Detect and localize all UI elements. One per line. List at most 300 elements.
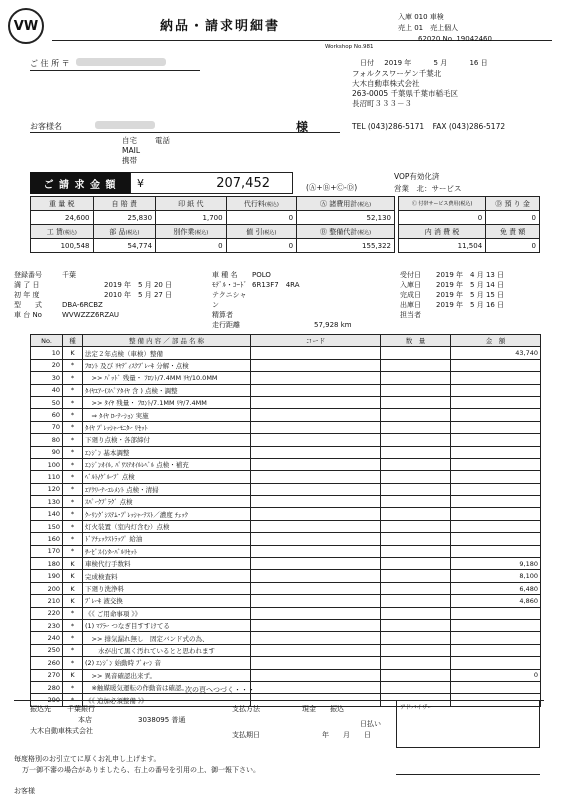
table-row — [31, 533, 541, 545]
payment-cash: 現金 — [302, 705, 316, 713]
line-amount — [451, 471, 541, 483]
line-amount — [451, 619, 541, 631]
line-type: * — [63, 483, 83, 495]
line-type: K — [63, 570, 83, 582]
delivery-label: 出庫日 — [400, 301, 421, 309]
maintenance-total-value: 155,322 — [297, 239, 395, 253]
line-code — [251, 421, 381, 433]
line-type: * — [63, 533, 83, 545]
line-qty — [381, 446, 451, 458]
line-no: 70 — [31, 421, 63, 433]
line-type: * — [63, 471, 83, 483]
line-type: * — [63, 681, 83, 693]
settler-label: 精算者 — [212, 311, 233, 319]
line-content: >> ﾀｲﾔ 残量・ ﾌﾛﾝﾄ/7.1MM ﾘﾔ/7.4MM — [83, 396, 251, 408]
received-value: 2019 年 4 月 13 日 — [436, 271, 505, 279]
line-qty — [381, 669, 451, 681]
line-type: * — [63, 619, 83, 631]
due-date-line: 年 月 日 — [322, 731, 371, 739]
line-content: ｸｰﾘﾝｸﾞｼｽﾃﾑ･ﾌﾟﾚｯｼｬｰﾃｽﾄ／濃度 ﾁｪｯｸ — [83, 508, 251, 520]
line-amount: 4,860 — [451, 595, 541, 607]
line-no: 140 — [31, 508, 63, 520]
summary-header-cell: 印 紙 代 — [156, 197, 227, 211]
line-content: >> ﾊﾟｯﾄﾞ 残量・ ﾌﾛﾝﾄ/7.4MM ﾘﾔ/10.0MM — [83, 372, 251, 384]
payment-method-label: 支払方法 — [232, 705, 260, 713]
line-amount — [451, 508, 541, 520]
sales-type: 売上 01 売上個人 — [398, 24, 459, 32]
line-content: (2) ｴﾝｼﾞﾝ 始動時 ﾌﾞｫｰﾝ 音 — [83, 657, 251, 669]
table-row — [31, 570, 541, 582]
line-content: 《《 ご用命事項 》》 — [83, 607, 251, 619]
model-name-value: POLO — [252, 271, 271, 279]
table-row — [31, 520, 541, 532]
accessory-service-value: 0 — [399, 211, 486, 225]
line-amount — [451, 372, 541, 384]
line-qty — [381, 681, 451, 693]
line-amount — [451, 520, 541, 532]
line-code — [251, 496, 381, 508]
line-content: 車検代行手数料 — [83, 558, 251, 570]
dealer-address2: 長沼町３３３－３ — [352, 99, 412, 108]
line-amount — [451, 359, 541, 371]
line-type: * — [63, 694, 83, 706]
vehicle-left — [14, 270, 172, 320]
line-content: ｻｰﾋﾞｽｲﾝﾀｰﾊﾞﾙﾘｾｯﾄ — [83, 545, 251, 557]
deposit-header: Ⓓ 預 り 金 — [486, 197, 540, 211]
col-content: 整 備 内 容 ／ 部 品 名 称 — [83, 335, 251, 347]
line-content: (1) ﾏﾌﾗｰ つなぎ目すすけてる — [83, 619, 251, 631]
notice-line-2: 万一御不審の場合がありましたら、右上の番号を引用の上、御一報下さい。 — [22, 766, 260, 774]
line-no: 80 — [31, 434, 63, 446]
dealer-name: フォルクスワーゲン千葉北 — [352, 69, 442, 78]
line-code — [251, 657, 381, 669]
date-day: 16 日 — [469, 59, 488, 67]
table-row — [31, 619, 541, 631]
line-type: * — [63, 657, 83, 669]
line-amount — [451, 458, 541, 470]
line-type: K — [63, 669, 83, 681]
line-no: 170 — [31, 545, 63, 557]
line-code — [251, 483, 381, 495]
col-no: No. — [31, 335, 63, 347]
vin-value: WVWZZZ6RZAU — [62, 311, 120, 319]
mobile-label: 携帯 — [122, 156, 137, 165]
line-type: K — [63, 595, 83, 607]
line-code — [251, 533, 381, 545]
line-code — [251, 669, 381, 681]
line-no: 40 — [31, 384, 63, 396]
vehicle-middle — [212, 270, 352, 330]
table-row — [31, 582, 541, 594]
line-no: 260 — [31, 657, 63, 669]
extra-work-value: 0 — [156, 239, 227, 253]
line-type: K — [63, 582, 83, 594]
line-qty — [381, 582, 451, 594]
line-qty — [381, 347, 451, 359]
customer-name-row — [30, 121, 155, 132]
line-no: 10 — [31, 347, 63, 359]
customer-name-label: お客様名 — [30, 122, 62, 131]
line-type: * — [63, 372, 83, 384]
line-qty — [381, 607, 451, 619]
line-no: 200 — [31, 582, 63, 594]
date-month: 5 月 — [433, 59, 448, 67]
line-amount — [451, 409, 541, 421]
line-qty — [381, 644, 451, 656]
table-row — [31, 421, 541, 433]
line-amount — [451, 607, 541, 619]
date-year: 2019 年 — [384, 59, 412, 67]
line-content: 灯火装置（室内灯含む）点検 — [83, 520, 251, 532]
line-type: * — [63, 644, 83, 656]
line-amount: 6,480 — [451, 582, 541, 594]
line-no: 90 — [31, 446, 63, 458]
summary-header-cell: 自 賠 責 — [93, 197, 156, 211]
line-type: K — [63, 347, 83, 359]
payment-block — [232, 704, 381, 741]
bank-account: 3038095 普通 — [138, 716, 186, 724]
line-no: 190 — [31, 570, 63, 582]
vw-logo: VW — [8, 8, 44, 44]
address-redacted — [76, 58, 166, 66]
summary-header-cell: 別作業(税込) — [156, 225, 227, 239]
liability-insurance-value: 25,830 — [93, 211, 156, 225]
line-code — [251, 644, 381, 656]
summary-header-cell: Ⓐ 諸費用計(税込) — [297, 197, 395, 211]
line-qty — [381, 619, 451, 631]
line-amount: 9,180 — [451, 558, 541, 570]
line-qty — [381, 496, 451, 508]
col-amount: 金 額 — [451, 335, 541, 347]
table-row — [31, 384, 541, 396]
deductible-value: 0 — [486, 239, 540, 253]
sales-staff: 営業 北：サービス — [394, 184, 462, 193]
line-type: * — [63, 632, 83, 644]
line-no: 230 — [31, 619, 63, 631]
yen-sign: ¥ — [137, 177, 144, 190]
line-content: 下廻り洗浄料 — [83, 582, 251, 594]
line-type: * — [63, 545, 83, 557]
address-row — [30, 58, 166, 69]
line-code — [251, 508, 381, 520]
dealer-tel: TEL (043)286-5171 — [352, 122, 425, 131]
line-qty — [381, 483, 451, 495]
entry-value: 2019 年 5 月 14 日 — [436, 281, 505, 289]
mileage-value: 57,928 km — [314, 321, 352, 329]
line-qty — [381, 458, 451, 470]
summary-header-cell: 重 量 税 — [31, 197, 94, 211]
line-code — [251, 520, 381, 532]
agency-fee-value: 0 — [226, 211, 297, 225]
bank-label: 振込先 — [30, 705, 51, 713]
expenses-total-value: 52,130 — [297, 211, 395, 225]
total-formula: (Ⓐ+Ⓑ+Ⓒ-Ⓓ) — [306, 183, 358, 192]
line-no: 110 — [31, 471, 63, 483]
line-content: ﾌﾛﾝﾄ 及び ﾘﾔﾃﾞｨｽｸﾌﾞﾚｰｷ 分解・点検 — [83, 359, 251, 371]
line-amount — [451, 496, 541, 508]
line-amount — [451, 657, 541, 669]
line-amount — [451, 421, 541, 433]
table-row — [31, 359, 541, 371]
notice-block — [14, 754, 260, 776]
line-type: * — [63, 496, 83, 508]
line-amount: 43,740 — [451, 347, 541, 359]
home-label: 自宅 — [122, 136, 137, 145]
honorific: 様 — [296, 120, 309, 134]
line-amount — [451, 396, 541, 408]
line-amount: 8,100 — [451, 570, 541, 582]
line-qty — [381, 409, 451, 421]
line-code — [251, 434, 381, 446]
line-content: ｽﾊﾟｰｸﾌﾟﾗｸﾞ 点検 — [83, 496, 251, 508]
total-amount-box — [130, 172, 293, 194]
document-number: 62020 No. 19042460 — [418, 35, 492, 43]
summary-header-cell: 代行料(税込) — [226, 197, 297, 211]
table-row — [31, 458, 541, 470]
vehicle-dates — [400, 270, 504, 320]
customer-sign-label: お客様 — [14, 787, 35, 795]
line-no: 100 — [31, 458, 63, 470]
line-code — [251, 471, 381, 483]
line-content: ｴﾝｼﾞﾝｵｲﾙ, ﾊﾟﾜｽﾃｵｲﾙﾚﾍﾞﾙ 点検・補充 — [83, 458, 251, 470]
line-code — [251, 458, 381, 470]
customer-underline — [30, 132, 340, 133]
line-content: ﾀｲﾔ ﾌﾟﾚｯｼｬｰﾓﾆﾀｰ ﾘｾｯﾄ — [83, 421, 251, 433]
header-info — [398, 12, 492, 45]
deductible-header: 免 責 額 — [486, 225, 540, 239]
line-no: 250 — [31, 644, 63, 656]
type-value: DBA-6RCBZ — [62, 301, 103, 309]
line-no: 240 — [31, 632, 63, 644]
line-content: >> 異音確認出来ず。 — [83, 669, 251, 681]
line-qty — [381, 595, 451, 607]
line-code — [251, 409, 381, 421]
table-row — [31, 496, 541, 508]
line-code — [251, 558, 381, 570]
line-no: 210 — [31, 595, 63, 607]
staff-label: 担当者 — [400, 311, 421, 319]
line-qty — [381, 533, 451, 545]
line-no: 130 — [31, 496, 63, 508]
phone-label: 電話 — [155, 136, 170, 145]
table-row — [31, 483, 541, 495]
first-year-value: 2010 年 5 月 27 日 — [104, 291, 173, 299]
line-no: 220 — [31, 607, 63, 619]
line-type: * — [63, 384, 83, 396]
line-content: 下廻り点検・各部締付 — [83, 434, 251, 446]
line-content: ｴﾝｼﾞﾝ 基本調整 — [83, 446, 251, 458]
line-code — [251, 545, 381, 557]
entry-type: 入庫 010 車検 — [398, 13, 444, 21]
technician-label: テクニシャン — [212, 291, 247, 309]
first-year-label: 初 年 度 — [14, 291, 40, 299]
line-code — [251, 359, 381, 371]
table-row — [31, 632, 541, 644]
line-amount — [451, 681, 541, 693]
line-content: ﾄﾞｱﾁｪｯｸｽﾄﾗｯﾌﾟ 給油 — [83, 533, 251, 545]
line-qty — [381, 421, 451, 433]
line-qty — [381, 570, 451, 582]
bank-block — [30, 704, 185, 737]
table-row — [31, 545, 541, 557]
line-type: * — [63, 421, 83, 433]
issue-date — [360, 58, 488, 68]
table-row — [31, 657, 541, 669]
summary-header-cell: Ⓑ 整備代計(税込) — [297, 225, 395, 239]
line-content: ⇒ ﾀｲﾔ ﾛｰﾃｰｼｮﾝ 実施 — [83, 409, 251, 421]
line-content: ｴｱｸﾘｰﾅｰｴﾚﾒﾝﾄ 点検・清掃 — [83, 483, 251, 495]
line-code — [251, 607, 381, 619]
table-row — [31, 595, 541, 607]
type-label: 型 式 — [14, 301, 42, 309]
line-code — [251, 632, 381, 644]
line-type: * — [63, 409, 83, 421]
vop-status: VOP有効化済 — [394, 172, 440, 181]
col-type: 種 — [63, 335, 83, 347]
line-qty — [381, 471, 451, 483]
document-title: 納品・請求明細書 — [160, 19, 281, 34]
line-qty — [381, 508, 451, 520]
reg-value: 千葉 — [62, 271, 76, 279]
accessory-service-header: Ⓒ 付帯サービス費用(税込) — [399, 197, 486, 211]
table-row — [31, 644, 541, 656]
scheduled-label: 日払い — [360, 720, 381, 728]
mail-label: MAIL — [122, 146, 140, 155]
address-label: ご 住 所 〒 — [30, 59, 70, 68]
summary-header-cell: 部 品(税込) — [93, 225, 156, 239]
dealer-contact — [352, 122, 505, 131]
deposit-value: 0 — [486, 211, 540, 225]
summary-header-cell: 値 引(税込) — [226, 225, 297, 239]
consumption-tax-value: 11,504 — [399, 239, 486, 253]
line-no: 150 — [31, 520, 63, 532]
line-code — [251, 347, 381, 359]
line-type: * — [63, 396, 83, 408]
delivery-value: 2019 年 5 月 16 日 — [436, 301, 505, 309]
table-row — [31, 347, 541, 359]
date-label: 日付 — [360, 59, 374, 67]
weight-tax-value: 24,600 — [31, 211, 94, 225]
line-code — [251, 681, 381, 693]
line-qty — [381, 384, 451, 396]
line-code — [251, 372, 381, 384]
table-row — [31, 508, 541, 520]
line-type: * — [63, 458, 83, 470]
notice-line-1: 毎度格別のお引立てに厚くお礼申し上げます。 — [14, 755, 161, 763]
line-code — [251, 446, 381, 458]
signature-line — [396, 774, 540, 775]
table-row — [31, 396, 541, 408]
line-code — [251, 582, 381, 594]
line-qty — [381, 434, 451, 446]
table-row — [31, 434, 541, 446]
dealer-address1: 263-0005 千葉県千葉市稲毛区 — [352, 89, 458, 98]
total-amount: 207,452 — [216, 176, 270, 191]
line-no: 50 — [31, 396, 63, 408]
bank-account-holder: 大木自動車株式会社 — [30, 727, 93, 735]
line-type: * — [63, 607, 83, 619]
line-no: 120 — [31, 483, 63, 495]
line-code — [251, 384, 381, 396]
line-content: ﾌﾞﾚｰｷ 液交換 — [83, 595, 251, 607]
line-content: 完成検査料 — [83, 570, 251, 582]
col-qty: 数 量 — [381, 335, 451, 347]
workshop-number: Workshop No.981 — [325, 44, 374, 50]
line-content: 《《 追加必須整備 》》 — [83, 694, 251, 706]
line-amount — [451, 533, 541, 545]
table-row — [31, 681, 541, 693]
line-no: 20 — [31, 359, 63, 371]
line-amount — [451, 545, 541, 557]
model-name-label: 車 種 名 — [212, 271, 238, 279]
table-row — [31, 409, 541, 421]
model-code-value: 6R13F7 4RA — [252, 281, 300, 289]
bank-branch: 本店 — [78, 716, 92, 724]
line-qty — [381, 545, 451, 557]
line-qty — [381, 372, 451, 384]
entry-label: 入庫日 — [400, 281, 421, 289]
consumption-tax-header: 内 消 費 税 — [399, 225, 486, 239]
due-date-label: 支払期日 — [232, 731, 260, 739]
line-qty — [381, 520, 451, 532]
line-qty — [381, 359, 451, 371]
line-code — [251, 570, 381, 582]
line-type: * — [63, 434, 83, 446]
line-amount: 0 — [451, 669, 541, 681]
line-amount — [451, 644, 541, 656]
line-type: K — [63, 558, 83, 570]
line-code — [251, 396, 381, 408]
line-content: ﾍﾞﾙﾄ/ｸﾞﾙｰﾌﾞ 点検 — [83, 471, 251, 483]
dealer-company: 大木自動車株式会社 — [352, 79, 420, 88]
line-type: * — [63, 508, 83, 520]
summary-header-cell: 工 賃(税込) — [31, 225, 94, 239]
work-lines-table — [30, 334, 541, 707]
table-row — [31, 471, 541, 483]
summary-table — [30, 196, 395, 253]
received-label: 受付日 — [400, 271, 421, 279]
line-no: 30 — [31, 372, 63, 384]
advisor-label: アドバイザー — [400, 705, 433, 711]
dealer-block — [352, 69, 458, 109]
dealer-fax: FAX (043)286-5172 — [432, 122, 506, 131]
line-amount — [451, 434, 541, 446]
line-no: 280 — [31, 681, 63, 693]
line-amount — [451, 384, 541, 396]
line-content: 水が出て黒く汚れているとと思われます — [83, 644, 251, 656]
line-content: ﾀｲﾔｴｱｰ(ｽﾍﾟｱﾀｲﾔ 含 ) 点検・調整 — [83, 384, 251, 396]
expiry-value: 2019 年 5 月 20 日 — [104, 281, 173, 289]
parts-value: 54,774 — [93, 239, 156, 253]
table-row — [31, 607, 541, 619]
line-type: * — [63, 520, 83, 532]
contact-block — [122, 136, 170, 166]
expiry-label: 満 了 日 — [14, 281, 40, 289]
line-type: * — [63, 359, 83, 371]
advisor-box — [396, 700, 540, 748]
line-amount — [451, 632, 541, 644]
line-no: 60 — [31, 409, 63, 421]
complete-label: 完成日 — [400, 291, 421, 299]
line-qty — [381, 657, 451, 669]
line-content: ※触媒暖気運転の作動音は確認。 — [83, 681, 251, 693]
reg-label: 登録番号 — [14, 271, 42, 279]
line-code — [251, 619, 381, 631]
table-row — [31, 558, 541, 570]
summary-right-table — [398, 196, 540, 253]
line-type: * — [63, 446, 83, 458]
line-qty — [381, 632, 451, 644]
